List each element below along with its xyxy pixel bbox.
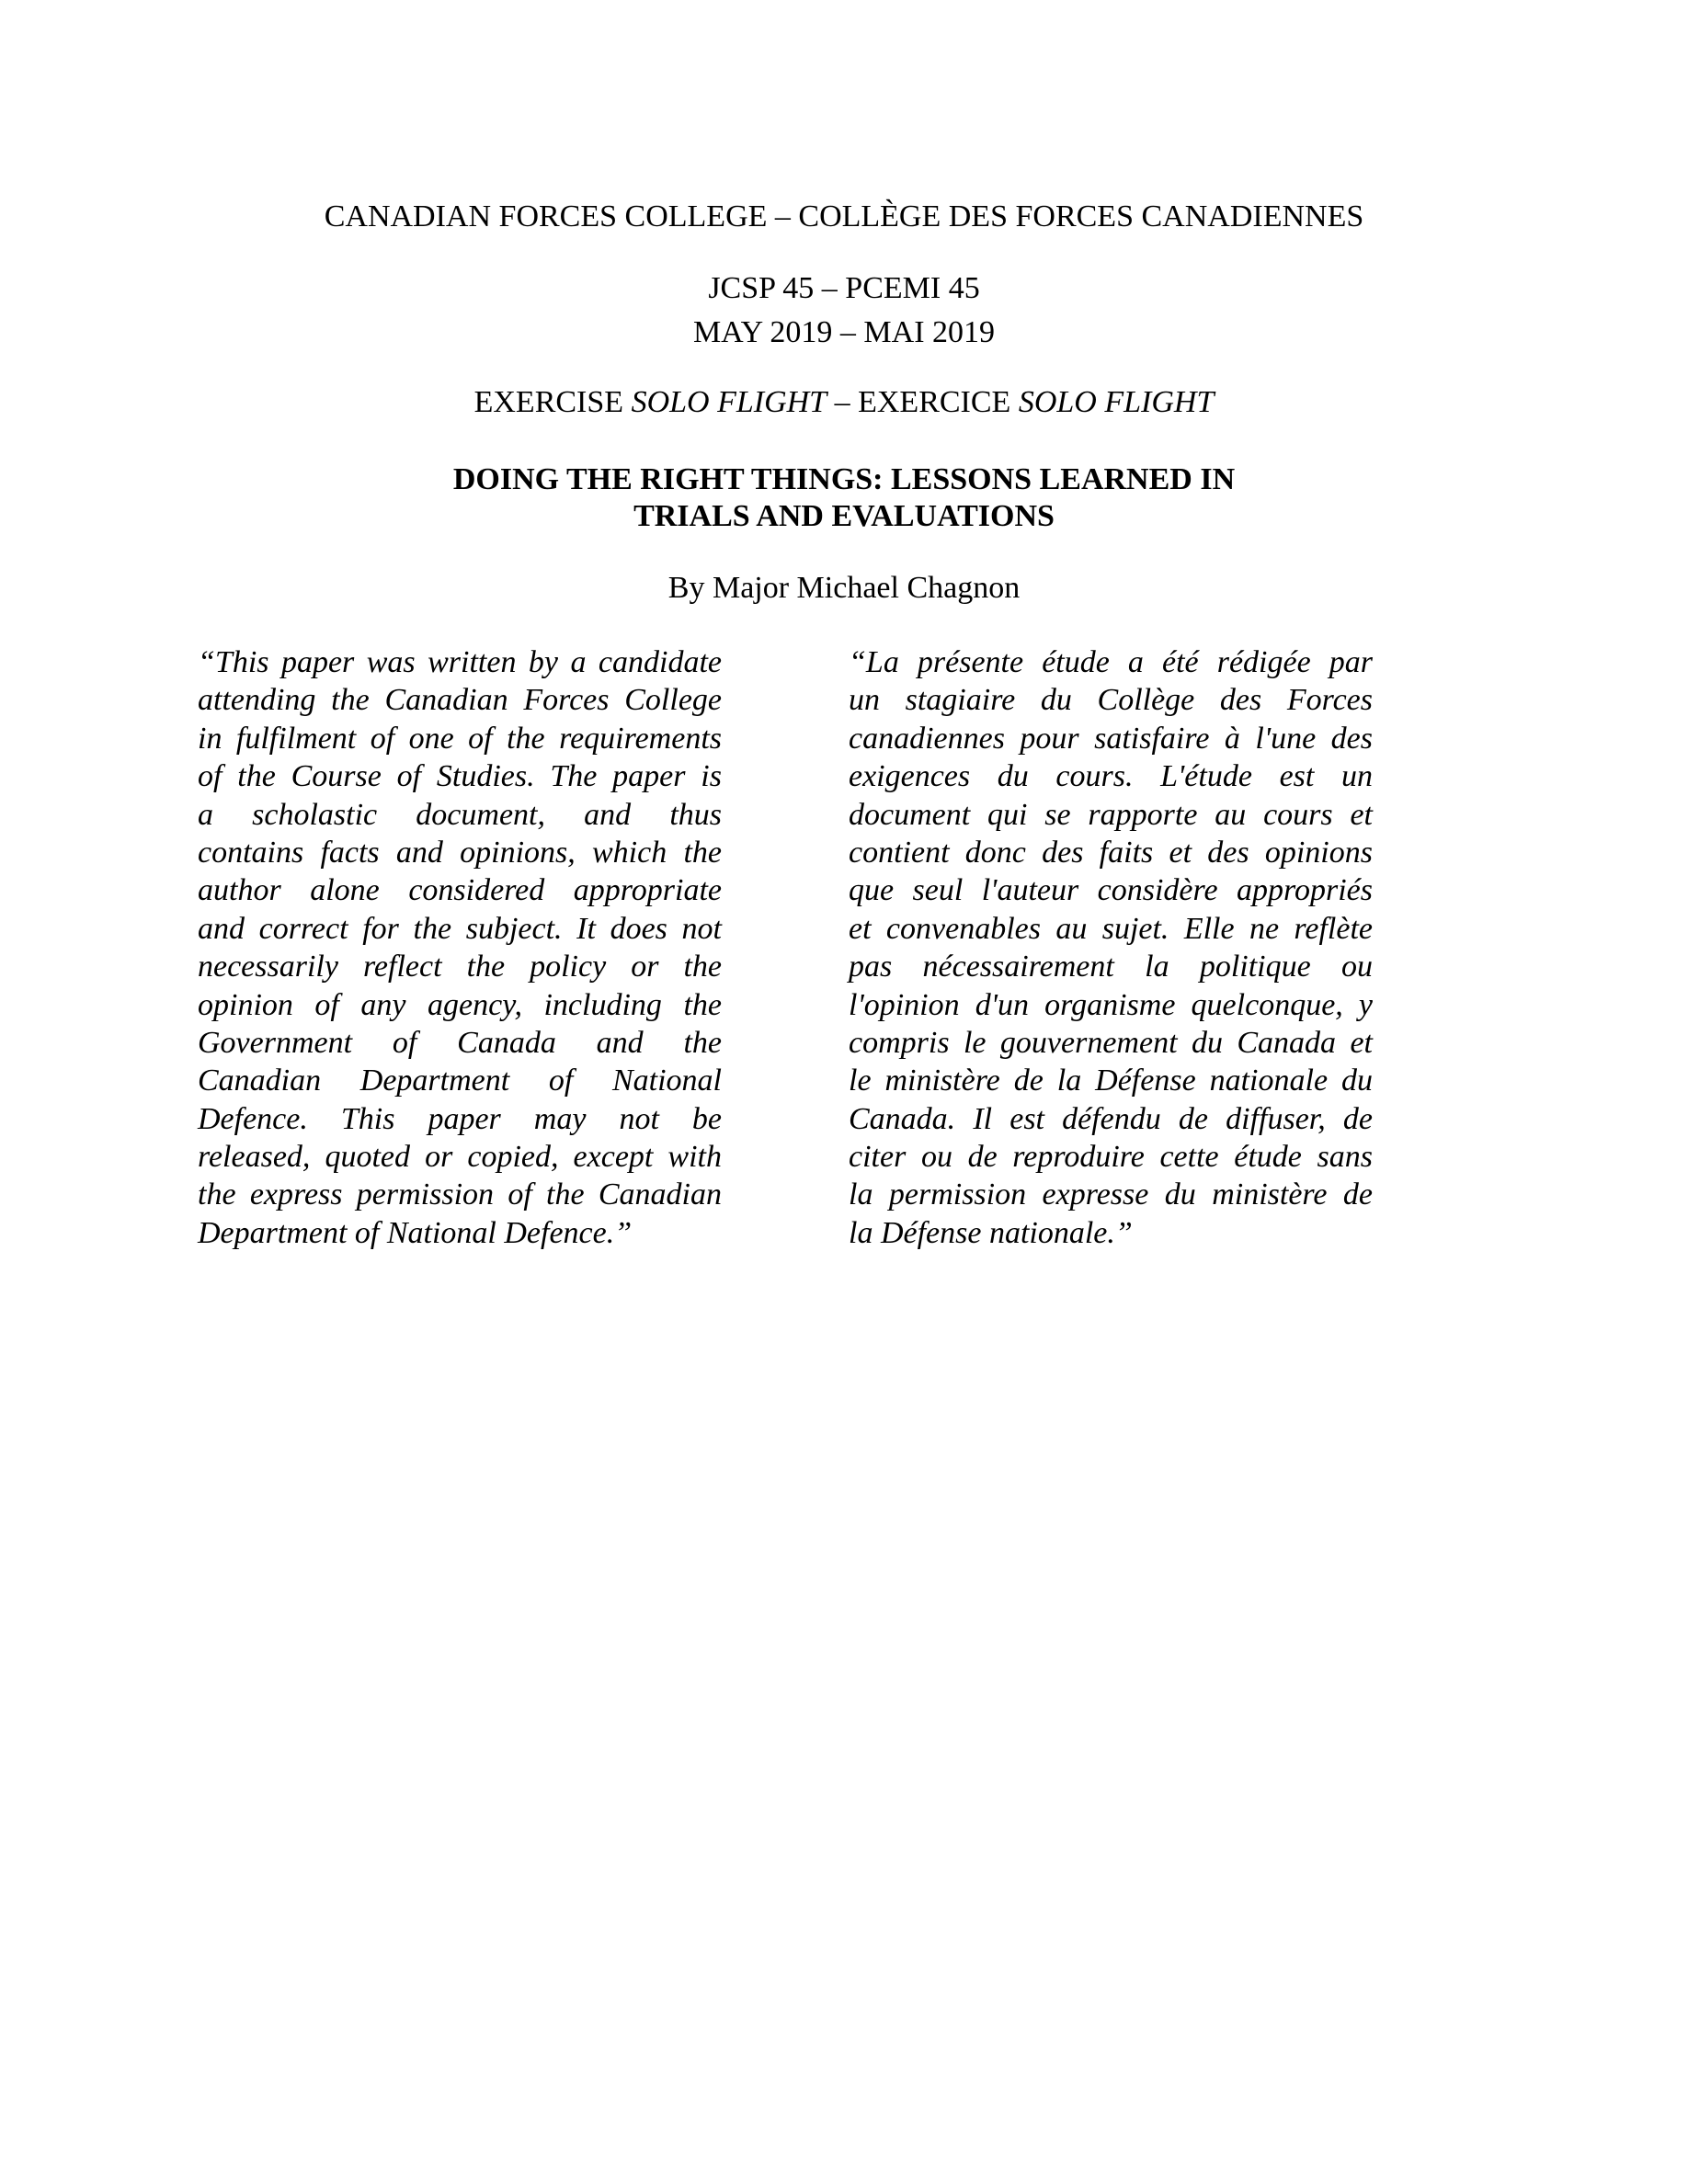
disclaimer-line: author alone considered appropriate — [198, 873, 722, 908]
disclaimer-line: “This paper was written by a candidate — [198, 645, 722, 679]
disclaimer-line: Government of Canada and the — [198, 1025, 722, 1060]
disclaimer-line: citer ou de reproduire cette étude sans — [849, 1140, 1373, 1175]
disclaimer-line: the express permission of the Canadian — [198, 1177, 722, 1212]
disclaimer-line: and correct for the subject. It does not — [198, 911, 722, 946]
paper-title-line-2: TRIALS AND EVALUATIONS — [633, 499, 1055, 533]
course-date: MAY 2019 – MAI 2019 — [692, 315, 996, 349]
disclaimer-line: la permission expresse du ministère de — [849, 1177, 1373, 1212]
disclaimer-line: of the Course of Studies. The paper is — [198, 759, 722, 794]
course-name: JCSP 45 – PCEMI 45 — [708, 271, 980, 305]
disclaimer-english — [198, 643, 722, 1252]
disclaimer-line: Department of National Defence.” — [198, 1215, 633, 1250]
disclaimer-line: compris le gouvernement du Canada et — [849, 1025, 1373, 1060]
disclaimer-french — [849, 643, 1373, 1252]
disclaimer-line: contient donc des faits et des opinions — [849, 835, 1373, 870]
disclaimer-line: necessarily reflect the policy or the — [198, 950, 722, 984]
disclaimer-line: opinion of any agency, including the — [198, 987, 722, 1022]
exercise-name-en: SOLO FLIGHT — [631, 385, 827, 419]
paper-title-line-1: DOING THE RIGHT THINGS: LESSONS LEARNED IN — [452, 462, 1236, 496]
disclaimer-line: exigences du cours. L'étude est un — [849, 759, 1373, 794]
exercise-prefix-en: EXERCISE — [473, 385, 632, 419]
disclaimer-line: un stagiaire du Collège des Forces — [849, 683, 1373, 718]
disclaimer-line: Canada. Il est défendu de diffuser, de — [849, 1101, 1373, 1136]
disclaimer-line: canadiennes pour satisfaire à l'une des — [849, 721, 1373, 756]
author-byline: By Major Michael Chagnon — [667, 571, 1021, 605]
disclaimer-line: pas nécessairement la politique ou — [849, 950, 1373, 984]
disclaimer-line: “La présente étude a été rédigée par — [849, 645, 1373, 679]
disclaimer-line: in fulfilment of one of the requirements — [198, 721, 722, 756]
disclaimer-line: Defence. This paper may not be — [198, 1101, 722, 1136]
exercise-separator: – EXERCICE — [827, 385, 1019, 419]
exercise-name-fr: SOLO FLIGHT — [1018, 385, 1215, 419]
disclaimer-line: document qui se rapporte au cours et — [849, 797, 1373, 832]
college-name: CANADIAN FORCES COLLEGE – COLLÈGE DES FORCES CANADIENNES — [324, 199, 1364, 233]
disclaimer-line: attending the Canadian Forces College — [198, 683, 722, 718]
disclaimer-line: que seul l'auteur considère appropriés — [849, 873, 1373, 908]
disclaimer-line: Canadian Department of National — [198, 1064, 722, 1098]
disclaimer-line: a scholastic document, and thus — [198, 797, 722, 832]
disclaimer-line: released, quoted or copied, except with — [198, 1140, 722, 1175]
exercise-name — [0, 384, 1688, 421]
disclaimer-line: la Défense nationale.” — [849, 1215, 1133, 1250]
disclaimer-line: et convenables au sujet. Elle ne reflète — [849, 911, 1373, 946]
disclaimer-line: l'opinion d'un organisme quelconque, y — [849, 987, 1373, 1022]
disclaimer-line: contains facts and opinions, which the — [198, 835, 722, 870]
disclaimer-line: le ministère de la Défense nationale du — [849, 1064, 1373, 1098]
